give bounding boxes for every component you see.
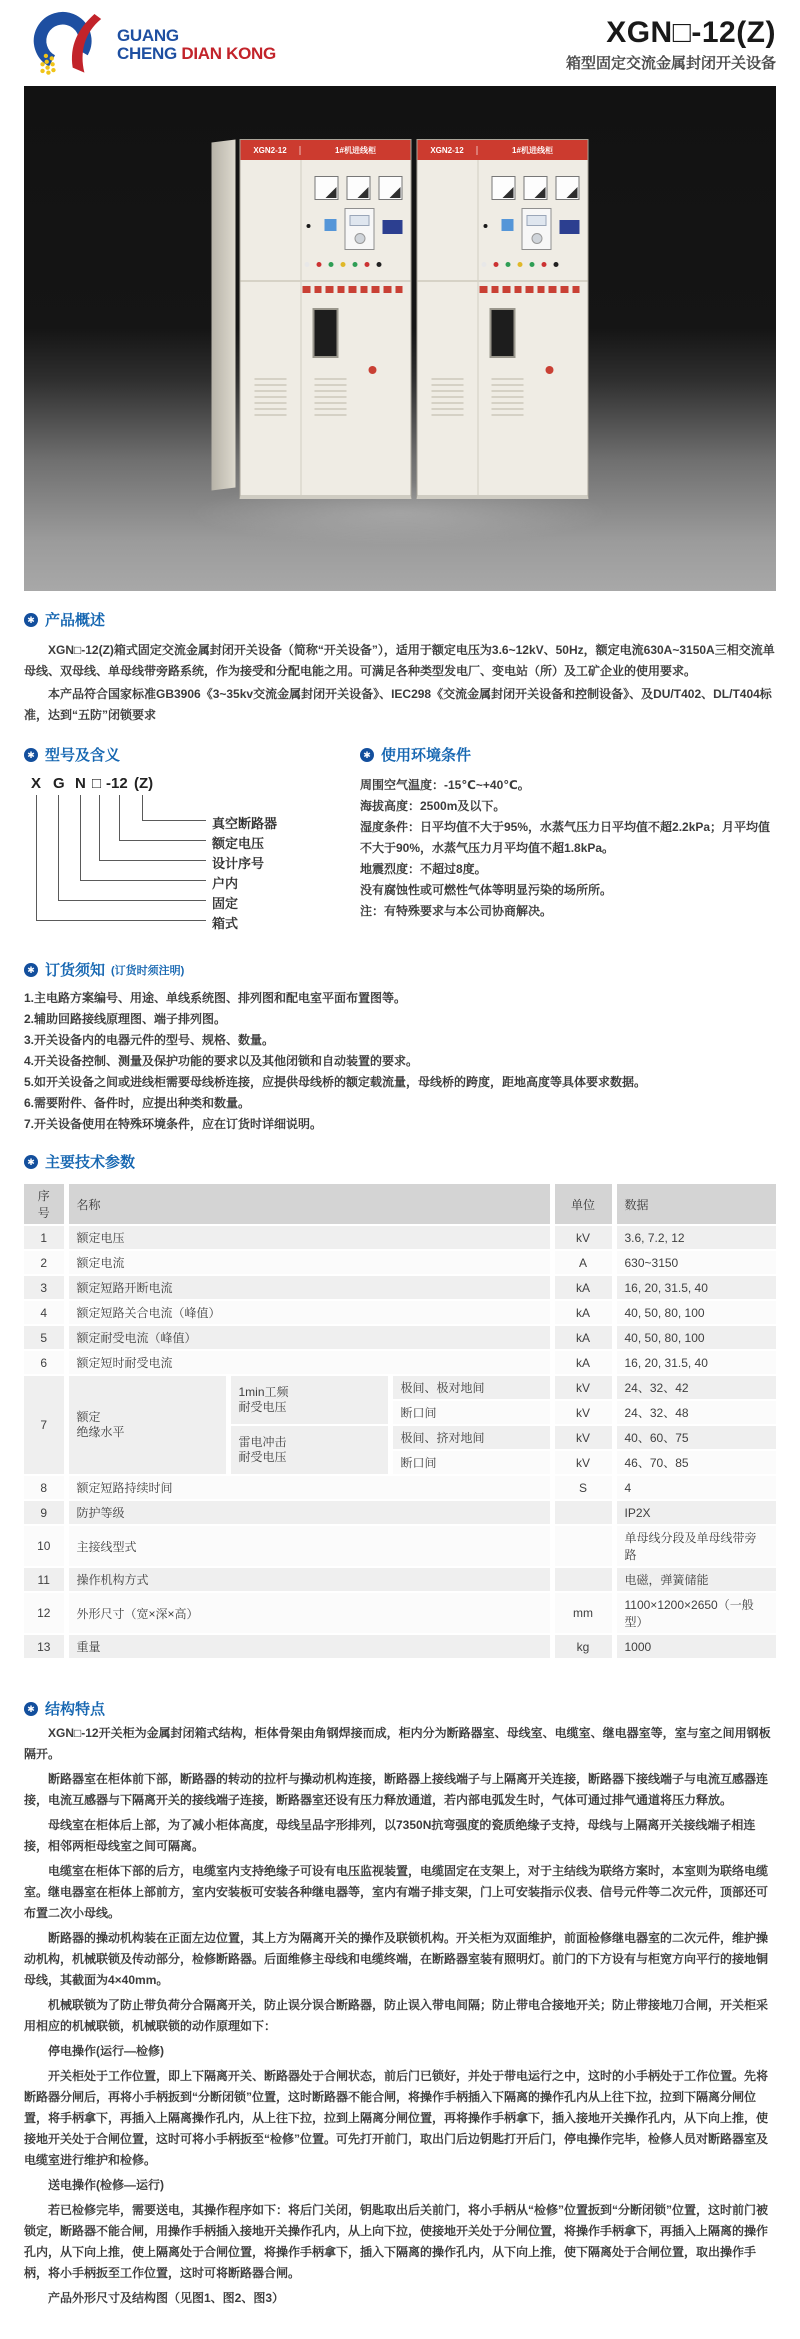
col-header-no: 序号 — [24, 1184, 66, 1225]
lamp-icon — [494, 262, 499, 267]
model-code-diagram — [24, 775, 350, 943]
structure-paragraph: 停电操作(运行—检修) — [48, 2044, 164, 2058]
section-marker-icon — [24, 1155, 38, 1169]
model-label: 真空断路器 — [212, 816, 278, 831]
environment-line: 湿度条件：日平均值不大于95%，水蒸气压力日平均值不超2.2kPa；月平均值不大于90%，水蒸气压力月平均值不超1.8kPa。 — [360, 820, 771, 855]
model-letter: □ — [92, 775, 102, 792]
table-row: 13 重量 kg 1000 — [24, 1634, 776, 1659]
table-row: 3 额定短路开断电流 kA 16, 20, 31.5, 40 — [24, 1275, 776, 1300]
model-label: 额定电压 — [212, 836, 265, 851]
table-row: 1 额定电压 kV 3.6, 7.2, 12 — [24, 1225, 776, 1250]
lamp-icon — [317, 262, 322, 267]
blue-button — [502, 219, 514, 231]
structure-paragraph: 电缆室在柜体下部的后方，电缆室内支持绝缘子可设有电压监视装置，电缆固定在支架上，对于主结线为联络方案时，本室则为联络电缆室。继电器室在柜体上部前方，室内安装板可安装各种继电器等，室内有端子排支架，门上可安装指示仪表、信号元件等二次元件，顶部还可布置二次小母线。 — [24, 1864, 769, 1920]
relay-unit — [345, 208, 375, 250]
section-marker-icon — [24, 748, 38, 762]
lamp-icon — [530, 262, 535, 267]
ordering-item: 4.开关设备控制、测量及保护功能的要求以及其他闭锁和自动装置的要求。 — [24, 1054, 419, 1068]
meter-icon — [315, 176, 339, 200]
ordering-item: 1.主电路方案编号、用途、单线系统图、排列图和配电室平面布置图等。 — [24, 991, 407, 1005]
cabinet-left — [240, 139, 412, 499]
environment-line: 周围空气温度：-15℃~+40℃。 — [360, 778, 530, 792]
table-row: 12 外形尺寸（宽×深×高） mm 1100×1200×2650（一般型） — [24, 1592, 776, 1634]
relay-unit — [522, 208, 552, 250]
section-ordering-header — [24, 959, 776, 980]
door-seam — [418, 280, 588, 282]
environment-line: 地震烈度：不超过8度。 — [360, 862, 487, 876]
table-row-7a: 7 额定 绝缘水平 1min工频 耐受电压 极间、极对地间 kV 24、32、42 — [24, 1375, 776, 1400]
door-handle — [369, 366, 377, 374]
table-row: 4 额定短路关合电流（峰值） kA 40, 50, 80, 100 — [24, 1300, 776, 1325]
section-title: 产品概述 — [45, 612, 106, 629]
panel-dot — [484, 224, 488, 228]
section-structure-header — [24, 1698, 776, 1719]
logo-line2 — [117, 45, 276, 63]
table-row: 5 额定耐受电流（峰值） kA 40, 50, 80, 100 — [24, 1325, 776, 1350]
model-label: 固定 — [212, 896, 239, 911]
meter-icon — [492, 176, 516, 200]
lamp-icon — [365, 262, 370, 267]
model-letter: N — [75, 775, 86, 792]
cabinet-right-nameplate — [418, 140, 588, 160]
table-row-7b: 断口间 kV 24、32、48 — [24, 1400, 776, 1425]
model-meaning-column — [24, 744, 350, 943]
blue-button — [325, 219, 337, 231]
row7-group2: 雷电冲击 耐受电压 — [228, 1425, 390, 1475]
structure-section — [24, 1698, 776, 2309]
indicator-lamps — [482, 262, 559, 267]
indicator-lamps — [305, 262, 382, 267]
breaker-window — [313, 308, 339, 358]
red-switch-row — [480, 286, 580, 293]
company-logo — [24, 9, 276, 81]
row7-group1: 1min工频 耐受电压 — [228, 1375, 390, 1425]
product-subtitle: 箱型固定交流金属封闭开关设备 — [565, 54, 776, 72]
model-label: 箱式 — [212, 916, 239, 931]
structure-paragraph: 断路器的操动机构装在正面左边位置，其上方为隔离开关的操作及联锁机构。开关柜为双面维护，前面检修继电器室的二次元件，维护操动机构，机械联锁及传动部分，检修断路器。后面维修主母线和电缆终端，在断路器室装有照明灯。前门的下方设有与柜宽方向平行的接地铜母线，其截面为4×40mm。 — [24, 1931, 769, 1987]
structure-paragraph: 产品外形尺寸及结构图（见图1、图2、图3） — [48, 2291, 285, 2305]
vent-grille — [492, 378, 524, 420]
structure-paragraph: 若已检修完毕，需要送电，其操作程序如下：将后门关闭，钥匙取出后关前门，将小手柄从“检修”位置扳到“分断闭锁”位置，这时前门被锁定，断路器不能合闸，用操作手柄插入接地开关操作孔内，从上向下拉，使接地开关处于分闸位置，将操作手柄拿下，再插入上隔离的操作孔内，从下向上推，使上隔离处于合闸位置，将操作手柄拿下，插入下隔离的操作孔内，从下向上推，使下隔离处于合闸位置，取出操作手柄，将小手柄扳至工作位置，这时可将断路器合闸。 — [24, 2203, 769, 2280]
panel-meters — [315, 176, 403, 200]
ordering-item: 3.开关设备内的电器元件的型号、规格、数量。 — [24, 1033, 275, 1047]
environment-line: 注：有特殊要求与本公司协商解决。 — [360, 904, 553, 918]
ordering-item: 6.需要附件、备件时，应提出种类和数量。 — [24, 1096, 251, 1110]
section-title: 结构特点 — [45, 1701, 106, 1718]
environment-line: 没有腐蚀性或可燃性气体等明显污染的场所所。 — [360, 883, 613, 897]
product-model-title: XGN□-12(Z) — [606, 16, 776, 50]
lamp-icon — [518, 262, 523, 267]
door-handle — [546, 366, 554, 374]
overview-paragraph-2: 本产品符合国家标准GB3906《3~35kv交流金属封闭开关设备》、IEC298《交流金属封闭开关设备和控制设备》、及DU/T402、DL/T404标准，达到“五防”闭锁要求 — [24, 687, 772, 722]
section-model-header — [24, 744, 350, 765]
structure-paragraph: 送电操作(检修—运行) — [48, 2178, 164, 2192]
table-row: 2 额定电流 A 630~3150 — [24, 1250, 776, 1275]
section-title: 订货须知 — [45, 962, 106, 979]
lamp-icon — [305, 262, 310, 267]
parameters-table — [24, 1184, 776, 1660]
cabinet-left-nameplate — [241, 140, 411, 160]
environment-column — [350, 744, 776, 943]
meter-icon — [347, 176, 371, 200]
overview-paragraph-1: XGN□-12(Z)箱式固定交流金属封闭开关设备（简称“开关设备”），适用于额定电压为3.6~12kV、50Hz，额定电流630A~3150A三相交流单母线、双母线、单母线带旁路系统，作为接受和分配电能之用。可满足各种类型发电厂、变电站（所）及工矿企业的使用要求。 — [24, 643, 775, 678]
model-letter: G — [53, 775, 65, 792]
page-header — [0, 0, 800, 86]
lamp-icon — [353, 262, 358, 267]
section-marker-icon — [24, 1702, 38, 1716]
lamp-icon — [341, 262, 346, 267]
vent-grille — [255, 378, 287, 420]
logo-line2-red: DIAN KONG — [181, 44, 276, 63]
red-switch-row — [303, 286, 403, 293]
cabinet-model-label: XGN2-12 — [418, 146, 478, 155]
vent-grille — [315, 378, 347, 420]
section-marker-icon — [360, 748, 374, 762]
cabinet-right — [417, 139, 589, 499]
table-row: 9 防护等级 IP2X — [24, 1500, 776, 1525]
ordering-item: 2.辅助回路接线原理图、端子排列图。 — [24, 1012, 227, 1026]
logo-text — [117, 27, 276, 64]
cabinet-model-label: XGN2-12 — [241, 146, 301, 155]
vent-grille — [432, 378, 464, 420]
product-photo — [24, 86, 776, 591]
model-environment-row — [24, 744, 776, 943]
table-row: 8 额定短路持续时间 S 4 — [24, 1475, 776, 1500]
table-header-row — [24, 1184, 776, 1225]
section-overview-header — [24, 609, 776, 630]
table-row-7c: 雷电冲击 耐受电压 极间、挤对地间 kV 40、60、75 — [24, 1425, 776, 1450]
environment-line: 海拔高度：2500m及以下。 — [360, 799, 506, 813]
col-header-name: 名称 — [66, 1184, 552, 1225]
col-header-unit: 单位 — [552, 1184, 614, 1225]
table-row: 10 主接线型式 单母线分段及单母线带旁路 — [24, 1525, 776, 1567]
blue-label — [560, 220, 580, 234]
ordering-item: 7.开关设备使用在特殊环境条件，应在订货时详细说明。 — [24, 1117, 323, 1131]
row7-name: 额定 绝缘水平 — [66, 1375, 228, 1475]
blue-label — [383, 220, 403, 234]
door-seam — [241, 280, 411, 282]
table-row-7d: 断口间 kV 46、70、85 — [24, 1450, 776, 1475]
ordering-list — [24, 988, 776, 1135]
logo-line2-blue: CHENG — [117, 44, 177, 63]
section-environment-header — [360, 744, 776, 765]
model-label: 设计序号 — [212, 856, 265, 871]
structure-paragraph: 开关柜处于工作位置，即上下隔离开关、断路器处于合闸状态，前后门已锁好，并处于带电运行之中，这时的小手柄处于工作位置。先将断路器分闸后，再将小手柄扳到“分断闭锁”位置，这时断路器不能合闸，将操作手柄插入下隔离的操作孔内从上往下拉，拉到下隔离分闸位置，将手柄拿下，再插入上隔离操作孔内，从上往下拉，拉到上隔离分闸位置，再将操作手柄拿下，插入接地开关操作孔内，从下向上推，使接地开关处于合闸位置，这时可将小手柄扳至“检修”位置。可先打开前门，取出门后边钥匙打开后门，停电操作完毕，检修人员对断路器室及电缆室进行维护和检修。 — [24, 2069, 769, 2167]
structure-paragraph: 断路器室在柜体前下部，断路器的转动的拉杆与操动机构连接，断路器上接线端子与上隔离开关连接，断路器下接线端子与电流互感器连接，电流互感器与下隔离开关的接线端子连接，断路器室还设有压力释放通道，若内部电弧发生时，气体可通过排气通道将压力释放。 — [24, 1772, 769, 1807]
meter-icon — [556, 176, 580, 200]
cabinet-function-label: 1#机进线柜 — [335, 145, 376, 155]
model-letter: -12 — [106, 775, 128, 792]
section-title: 使用环境条件 — [381, 747, 472, 764]
meter-icon — [379, 176, 403, 200]
lamp-icon — [377, 262, 382, 267]
logo-line1: GUANG — [117, 25, 179, 45]
connector-line — [36, 795, 206, 921]
switchgear-cabinets — [212, 139, 589, 499]
cabinet-side-panel — [212, 140, 236, 491]
panel-dot — [307, 224, 311, 228]
section-marker-icon — [24, 613, 38, 627]
lamp-icon — [506, 262, 511, 267]
structure-paragraph: 机械联锁为了防止带负荷分合隔离开关，防止误分误合断路器，防止误入带电间隔；防止带电合接地开关；防止带接地刀合闸，开关柜采用相应的机械联锁，机械联锁的动作原理如下： — [24, 1998, 769, 2033]
section-title: 型号及含义 — [45, 747, 121, 764]
structure-paragraph: 母线室在柜体后上部，为了减小柜体高度，母线呈品字形排列，以7350N抗弯强度的瓷质绝缘子支持，母线与上隔离开关接线端子相连接，相邻两柜母线室之间可隔离。 — [24, 1818, 756, 1853]
model-label: 户内 — [212, 876, 239, 891]
ordering-item: 5.如开关设备之间或进线柜需要母线桥连接，应提供母线桥的额定载流量，母线桥的跨度，距地高度等具体要求数据。 — [24, 1075, 647, 1089]
product-titles — [566, 17, 776, 73]
breaker-window — [490, 308, 516, 358]
meter-icon — [524, 176, 548, 200]
section-title: 主要技术参数 — [45, 1154, 136, 1171]
lamp-icon — [542, 262, 547, 267]
lamp-icon — [329, 262, 334, 267]
table-row: 6 额定短时耐受电流 kA 16, 20, 31.5, 40 — [24, 1350, 776, 1375]
section-note: (订货时须注明) — [111, 964, 185, 977]
section-marker-icon — [24, 963, 38, 977]
section-parameters-header — [24, 1151, 776, 1172]
lamp-icon — [482, 262, 487, 267]
cabinet-function-label: 1#机进线柜 — [512, 145, 553, 155]
model-letter: (Z) — [134, 775, 154, 792]
table-row: 11 操作机构方式 电磁，弹簧储能 — [24, 1567, 776, 1592]
lamp-icon — [554, 262, 559, 267]
model-letter: X — [31, 775, 42, 792]
col-header-data: 数据 — [614, 1184, 776, 1225]
logo-swirl-icon — [24, 9, 108, 81]
structure-paragraph: XGN□-12开关柜为金属封闭箱式结构，柜体骨架由角钢焊接而成，柜内分为断路器室、母线室、电缆室、继电器室等，室与室之间用钢板隔开。 — [24, 1726, 771, 1761]
panel-meters — [492, 176, 580, 200]
